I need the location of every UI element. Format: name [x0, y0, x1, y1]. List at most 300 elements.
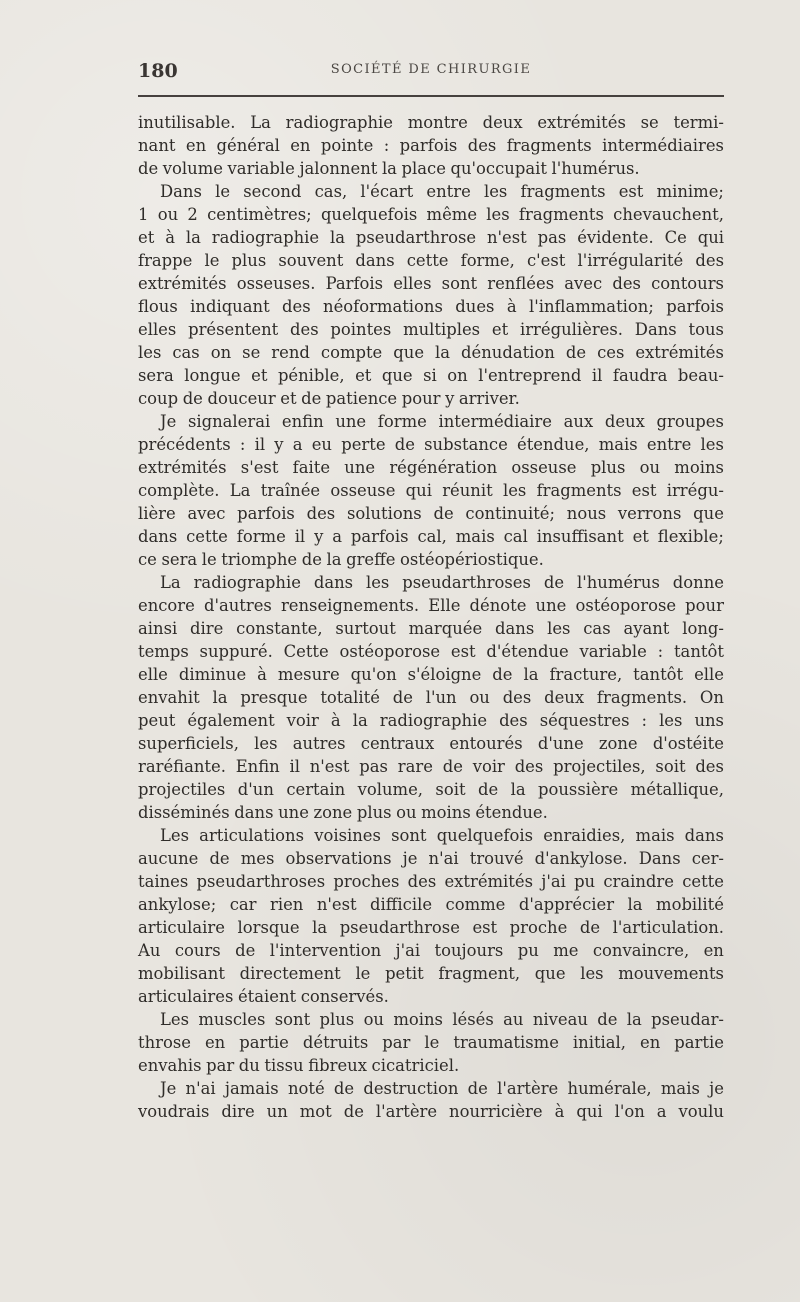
body-word: irrégu- — [666, 481, 724, 500]
body-word: si — [423, 366, 437, 385]
body-word: en — [703, 941, 724, 960]
body-line — [138, 939, 724, 962]
body-word: en — [640, 1033, 661, 1052]
body-word: de — [543, 573, 565, 592]
body-word: suppuré. — [199, 642, 273, 661]
body-line — [138, 525, 724, 548]
body-word: une — [278, 803, 309, 822]
body-word: montre — [407, 113, 468, 132]
body-line — [138, 778, 724, 801]
body-word: forme, — [460, 251, 515, 270]
body-word: que — [393, 343, 425, 362]
body-word: constante, — [236, 619, 323, 638]
body-word: humérale, — [567, 1079, 652, 1098]
body-word: La — [250, 113, 271, 132]
body-word: arriver. — [458, 389, 520, 408]
body-word: n'est — [309, 757, 350, 776]
body-line — [138, 962, 724, 985]
body-word: sont — [441, 274, 478, 293]
body-line — [138, 663, 724, 686]
body-word: extrémités — [138, 274, 227, 293]
body-word: forme — [236, 527, 286, 546]
body-line — [138, 1054, 724, 1077]
body-word: voulu — [678, 1102, 724, 1121]
body-word: intermédiaire — [438, 412, 552, 431]
body-word: centimètres; — [207, 205, 312, 224]
body-word: la — [381, 159, 397, 178]
body-line — [138, 502, 724, 525]
body-word: cal — [503, 527, 528, 546]
body-word: pour — [401, 389, 441, 408]
body-word: dénote — [469, 596, 527, 615]
body-word: diminue — [178, 665, 247, 684]
body-word: par — [206, 1056, 235, 1075]
body-word: à — [506, 297, 517, 316]
body-word: volume — [162, 159, 223, 178]
body-word: entre — [426, 182, 471, 201]
body-word: une — [344, 458, 376, 477]
body-line — [138, 548, 724, 571]
body-word: second — [243, 182, 302, 201]
body-word: n'est — [316, 895, 357, 914]
body-word: est — [631, 481, 657, 500]
body-line — [138, 295, 724, 318]
body-word: étendue, — [517, 435, 590, 454]
body-word: articulations — [199, 826, 305, 845]
body-word: l'écart — [360, 182, 414, 201]
body-word: presque — [240, 688, 308, 707]
body-line — [138, 617, 724, 640]
body-word: parfois — [399, 136, 458, 155]
body-word: groupes — [656, 412, 724, 431]
body-word: autres — [292, 734, 346, 753]
body-word: renflées — [487, 274, 555, 293]
body-word: difficile — [370, 895, 433, 914]
body-word: réunit — [442, 481, 493, 500]
body-word: quelquefois — [320, 205, 418, 224]
body-word: : — [657, 642, 664, 661]
body-word: des — [502, 688, 532, 707]
body-word: surtout — [335, 619, 396, 638]
body-word: ostéopériostique. — [400, 550, 544, 569]
body-word: coup — [138, 389, 179, 408]
body-word: ce — [138, 550, 157, 569]
body-line — [138, 226, 724, 249]
body-word: d'ostéite — [652, 734, 724, 753]
body-word: j'ai — [395, 941, 421, 960]
body-line — [138, 318, 724, 341]
body-word: cicatriciel. — [371, 1056, 460, 1075]
body-word: deux — [544, 688, 585, 707]
body-word: flous — [138, 297, 178, 316]
body-line — [138, 1077, 724, 1100]
body-word: des — [306, 504, 336, 523]
body-word: fragments — [506, 136, 592, 155]
body-word: j'ai — [541, 872, 566, 891]
body-word: centraux — [360, 734, 435, 753]
body-word: parfois — [666, 297, 724, 316]
body-word: néoformations — [323, 297, 443, 316]
body-word: nant — [138, 136, 176, 155]
body-word: fracture, — [549, 665, 623, 684]
body-word: jamais — [224, 1079, 279, 1098]
body-word: mobilisant — [138, 964, 225, 983]
body-word: variable — [579, 642, 647, 661]
body-word: conservés. — [300, 987, 389, 1006]
body-word: dénudation — [461, 343, 555, 362]
body-word: le — [215, 182, 231, 201]
body-word: aucune — [138, 849, 199, 868]
body-word: se — [242, 343, 261, 362]
body-word: la — [352, 711, 368, 730]
body-word: cas — [583, 619, 611, 638]
body-word: pu — [574, 872, 596, 891]
body-word: il — [294, 527, 306, 546]
body-word: articulaires — [138, 987, 234, 1006]
body-word: la — [185, 228, 201, 247]
body-word: les — [365, 573, 390, 592]
body-word: même — [426, 205, 478, 224]
body-word: tantôt — [673, 642, 724, 661]
body-word: mobilité — [656, 895, 724, 914]
body-word: lière — [138, 504, 176, 523]
body-word: l'intervention — [269, 941, 382, 960]
body-word: Cette — [283, 642, 329, 661]
body-word: superficiels, — [138, 734, 239, 753]
body-line — [138, 134, 724, 157]
body-line — [138, 985, 724, 1008]
body-word: plus — [590, 458, 626, 477]
body-word: directement — [239, 964, 341, 983]
body-word: extrémités — [444, 872, 534, 891]
body-word: Au — [138, 941, 161, 960]
body-word: une — [535, 596, 567, 615]
body-word: fragments — [520, 182, 606, 201]
body-word: marquée — [408, 619, 483, 638]
body-line — [138, 847, 724, 870]
body-word: elles — [393, 274, 432, 293]
body-word: la — [627, 895, 643, 914]
body-word: pseudarthrose — [339, 918, 460, 937]
body-word: projectiles — [138, 780, 226, 799]
body-word: radiographie — [211, 228, 320, 247]
body-word: greffe — [346, 550, 396, 569]
body-word: pseudarthroses — [196, 872, 326, 891]
body-word: verrons — [617, 504, 682, 523]
body-word: patience — [325, 389, 398, 408]
body-word: la — [435, 343, 451, 362]
body-word: qui — [576, 1102, 603, 1121]
body-word: Elle — [428, 596, 461, 615]
body-word: certain — [286, 780, 346, 799]
body-word: Parfois — [325, 274, 384, 293]
body-word: temps — [138, 642, 189, 661]
body-word: contours — [651, 274, 724, 293]
body-word: dans — [313, 573, 354, 592]
body-word: donne — [672, 573, 724, 592]
body-word: mouvements — [618, 964, 724, 983]
body-word: et — [632, 527, 649, 546]
body-word: longue — [184, 366, 241, 385]
body-word: des — [467, 136, 497, 155]
body-word: zone — [313, 803, 353, 822]
body-word: irrégulières. — [519, 320, 623, 339]
body-word: de — [597, 1010, 618, 1029]
body-word: souvent — [278, 251, 344, 270]
body-word: je — [709, 1079, 724, 1098]
body-word: elle — [138, 665, 168, 684]
body-word: la — [312, 918, 328, 937]
body-word: deux — [604, 412, 645, 431]
body-word: dire — [190, 619, 224, 638]
body-word: voir — [286, 711, 319, 730]
body-word: volume, — [357, 780, 423, 799]
body-word: sera — [161, 550, 198, 569]
body-word: Enfin — [235, 757, 280, 776]
body-word: radiographie — [379, 711, 488, 730]
body-word: d'une — [537, 734, 584, 753]
body-word: il — [254, 435, 266, 454]
body-word: à — [330, 711, 341, 730]
body-word: moins — [393, 1010, 443, 1029]
body-word: aux — [563, 412, 594, 431]
body-word: ankylose; — [138, 895, 217, 914]
body-word: de — [579, 918, 601, 937]
body-word: comme — [445, 895, 506, 914]
body-word: ou — [639, 458, 661, 477]
body-word: sont — [274, 1010, 311, 1029]
body-word: encore — [138, 596, 195, 615]
body-word: mais — [598, 435, 638, 454]
body-word: des — [695, 757, 724, 776]
body-line — [138, 709, 724, 732]
body-word: en — [204, 1033, 226, 1052]
body-word: parfois — [237, 504, 295, 523]
body-word: la — [326, 550, 342, 569]
body-word: avec — [564, 274, 603, 293]
body-word: fragments. — [596, 688, 688, 707]
body-word: tous — [688, 320, 724, 339]
body-word: des — [282, 297, 311, 316]
body-word: ces — [597, 343, 625, 362]
body-word: me — [553, 941, 579, 960]
page-header — [138, 60, 724, 86]
body-word: cas, — [314, 182, 348, 201]
body-word: ainsi — [138, 619, 178, 638]
body-word: radiographie — [193, 573, 301, 592]
body-word: s'est — [240, 458, 279, 477]
body-word: les — [502, 481, 527, 500]
body-word: poussière — [538, 780, 619, 799]
body-word: et — [138, 228, 155, 247]
body-word: de — [333, 1079, 355, 1098]
body-word: étaient — [237, 987, 297, 1006]
body-word: toujours — [434, 941, 504, 960]
body-word: que — [534, 964, 566, 983]
body-word: une — [335, 412, 367, 431]
body-word: de — [477, 780, 499, 799]
body-word: qu'on — [350, 665, 397, 684]
body-word: extrémités — [138, 458, 227, 477]
body-word: noté — [287, 1079, 325, 1098]
body-word: il — [591, 366, 603, 385]
body-line — [138, 364, 724, 387]
body-word: Dans — [634, 320, 677, 339]
body-word: les — [547, 619, 571, 638]
body-word: fragments — [518, 205, 604, 224]
body-line — [138, 203, 724, 226]
body-word: le — [204, 251, 220, 270]
body-word: les — [580, 964, 604, 983]
body-word: y — [274, 435, 284, 454]
body-word: y — [445, 389, 455, 408]
running-title: SOCIÉTÉ DE CHIRURGIE — [330, 62, 532, 77]
body-word: continuité; — [465, 504, 556, 523]
body-word: l'humérus — [576, 573, 660, 592]
body-word: initial, — [572, 1033, 626, 1052]
body-word: pas — [359, 757, 388, 776]
body-word: Dans — [638, 849, 681, 868]
body-line — [138, 479, 724, 502]
body-word: des — [695, 251, 724, 270]
body-line — [138, 824, 724, 847]
body-word: au — [503, 1010, 524, 1029]
body-word: les — [659, 711, 683, 730]
body-word: beau- — [677, 366, 724, 385]
body-word: elles — [138, 320, 177, 339]
body-line — [138, 157, 724, 180]
body-word: place — [401, 159, 446, 178]
body-word: c'est — [526, 251, 566, 270]
body-word: cette — [186, 527, 228, 546]
body-word: plus — [356, 803, 392, 822]
body-word: en — [185, 136, 207, 155]
body-word: dans — [234, 803, 274, 822]
body-word: l'articulation. — [612, 918, 724, 937]
body-word: extrémités — [635, 343, 724, 362]
body-word: car — [229, 895, 257, 914]
body-word: fragments — [536, 481, 622, 500]
body-word: a — [656, 1102, 667, 1121]
body-word: La — [160, 573, 181, 592]
body-word: petit — [385, 964, 424, 983]
body-line — [138, 571, 724, 594]
body-line — [138, 456, 724, 479]
body-line — [138, 433, 724, 456]
body-word: des — [290, 320, 319, 339]
body-word: pas — [537, 228, 567, 247]
body-word: partie — [674, 1033, 724, 1052]
body-word: insuffisant — [536, 527, 624, 546]
body-word: sera — [138, 366, 174, 385]
body-word: détruits — [302, 1033, 369, 1052]
body-word: y — [314, 527, 324, 546]
body-word: intermédiaires — [602, 136, 724, 155]
body-word: on — [447, 366, 468, 385]
body-word: les — [254, 734, 278, 753]
body-line — [138, 387, 724, 410]
body-word: soit — [655, 757, 686, 776]
body-word: long- — [682, 619, 724, 638]
body-word: pointes — [330, 320, 392, 339]
body-word: mais — [660, 1079, 700, 1098]
body-word: la — [329, 228, 345, 247]
body-word: de — [565, 343, 587, 362]
body-word: l'entreprend — [478, 366, 582, 385]
body-word: l'irrégularité — [577, 251, 684, 270]
body-word: signalerai — [187, 412, 271, 431]
body-word: régénération — [389, 458, 498, 477]
body-line — [138, 801, 724, 824]
body-word: pseudarthrose — [355, 228, 477, 247]
body-line — [138, 755, 724, 778]
body-word: traînée — [260, 481, 321, 500]
body-word: envahit — [138, 688, 200, 707]
body-line — [138, 594, 724, 617]
body-word: tissu — [264, 1056, 304, 1075]
body-word: également — [187, 711, 275, 730]
body-word: destruction — [363, 1079, 459, 1098]
body-word: a — [332, 527, 342, 546]
body-word: mes — [240, 849, 275, 868]
body-word: pseudar- — [651, 1010, 724, 1029]
body-word: soit — [435, 780, 466, 799]
body-word: plus — [231, 251, 267, 270]
body-word: parfois — [350, 527, 409, 546]
body-word: flexible; — [657, 527, 724, 546]
body-word: évidente. — [577, 228, 654, 247]
body-word: d'apprécier — [518, 895, 615, 914]
body-word: d'étendue — [486, 642, 569, 661]
body-line — [138, 341, 724, 364]
body-line — [138, 272, 724, 295]
body-word: trouvé — [469, 849, 524, 868]
body-word: substance — [424, 435, 508, 454]
body-word: ou — [469, 688, 490, 707]
body-word: rare — [397, 757, 433, 776]
body-word: cas — [172, 343, 200, 362]
body-word: par — [382, 1033, 411, 1052]
body-line — [138, 249, 724, 272]
body-line — [138, 893, 724, 916]
body-word: eu — [311, 435, 332, 454]
body-word: plus — [319, 1010, 355, 1029]
body-word: l'inflammation; — [528, 297, 654, 316]
body-word: enfin — [281, 412, 324, 431]
body-word: rien — [270, 895, 304, 914]
body-word: de — [392, 688, 413, 707]
body-line — [138, 916, 724, 939]
body-word: dans — [355, 251, 395, 270]
body-word: observations — [285, 849, 392, 868]
body-word: deux — [482, 113, 523, 132]
body-word: et — [355, 366, 372, 385]
body-word: le — [355, 964, 371, 983]
body-word: moins — [674, 458, 724, 477]
body-line — [138, 410, 724, 433]
body-word: en — [290, 136, 311, 155]
body-word: étendue. — [475, 803, 548, 822]
body-word: précédents — [138, 435, 231, 454]
body-word: dire — [221, 1102, 255, 1121]
body-word: des — [514, 757, 544, 776]
body-word: que — [381, 366, 413, 385]
body-word: à — [257, 665, 267, 684]
body-word: lorsque — [237, 918, 300, 937]
body-word: le — [424, 1033, 440, 1052]
body-word: traumatisme — [453, 1033, 559, 1052]
body-word: qui — [697, 228, 724, 247]
